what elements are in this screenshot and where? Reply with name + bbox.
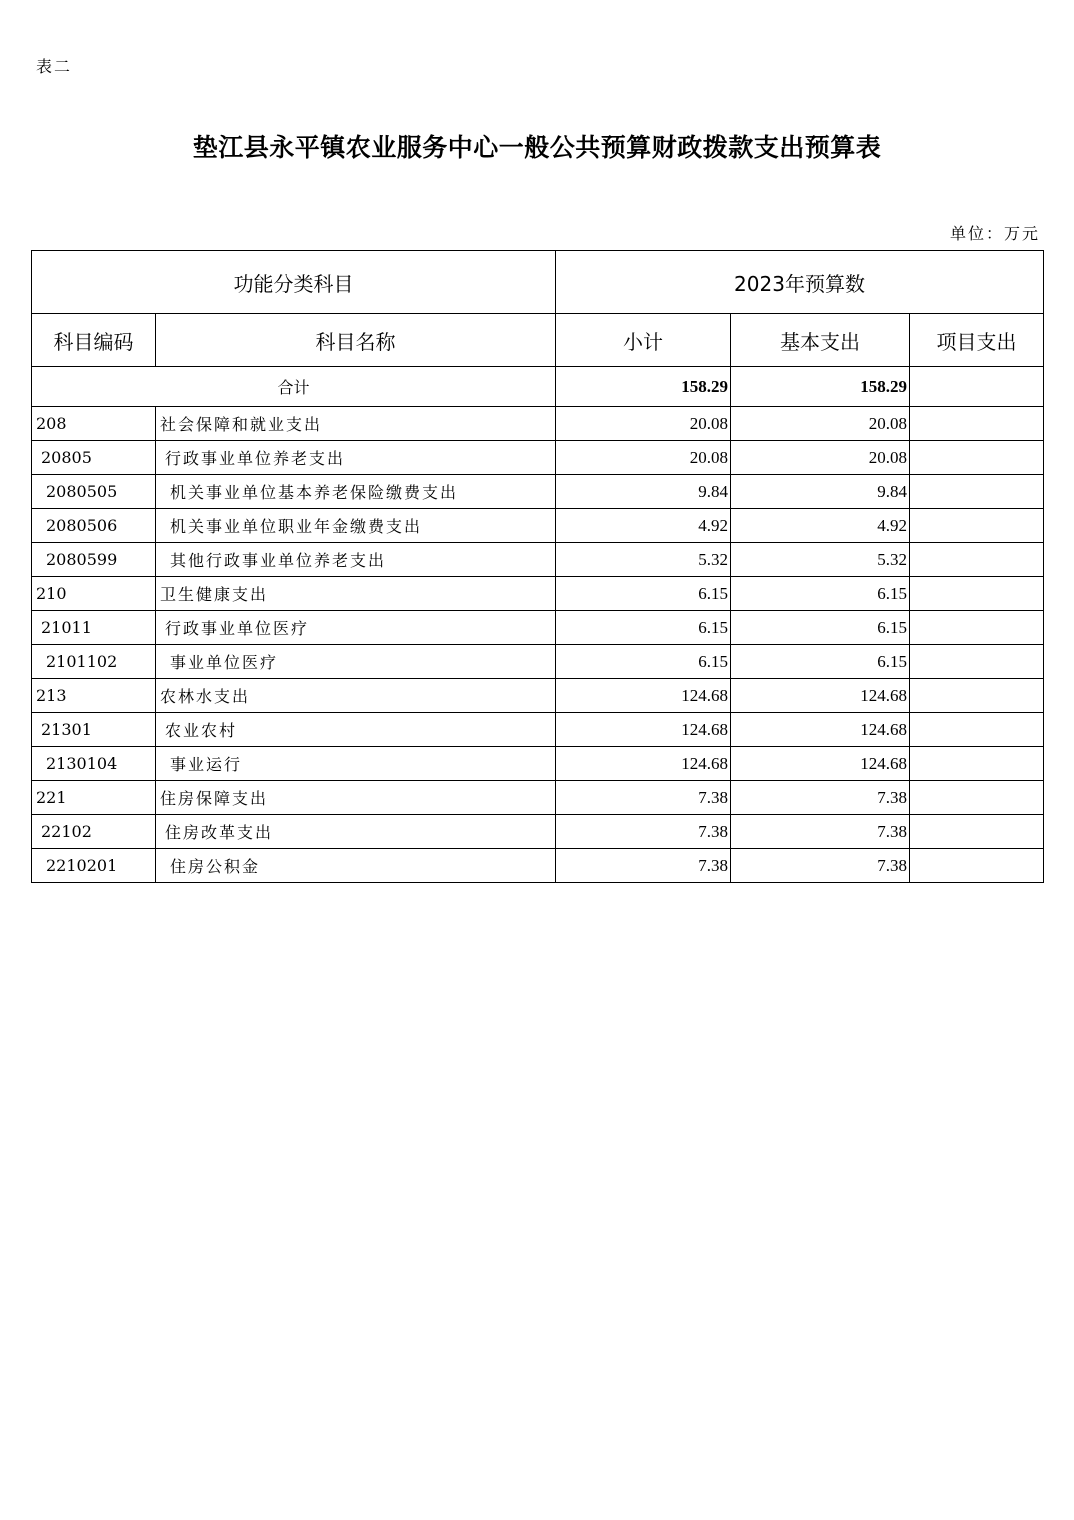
row-code: 213 [32, 679, 156, 713]
table-row [32, 407, 1044, 441]
row-project [910, 781, 1044, 815]
row-name: 事业单位医疗 [156, 645, 556, 679]
table-row [32, 475, 1044, 509]
row-name: 行政事业单位医疗 [156, 611, 556, 645]
row-name: 住房公积金 [156, 849, 556, 883]
row-basic: 124.68 [731, 679, 910, 713]
row-name: 住房改革支出 [156, 815, 556, 849]
row-subtotal: 7.38 [556, 815, 731, 849]
header-name: 科目名称 [156, 314, 556, 367]
row-code: 21011 [32, 611, 156, 645]
header-code: 科目编码 [32, 314, 156, 367]
total-basic: 158.29 [731, 367, 910, 407]
total-project [910, 367, 1044, 407]
table-row [32, 679, 1044, 713]
row-code: 21301 [32, 713, 156, 747]
table-row [32, 849, 1044, 883]
row-basic: 6.15 [731, 611, 910, 645]
total-label: 合计 [32, 367, 556, 407]
row-name: 其他行政事业单位养老支出 [156, 543, 556, 577]
header-row-2 [32, 314, 1044, 367]
row-project [910, 543, 1044, 577]
row-code: 2130104 [32, 747, 156, 781]
row-subtotal: 124.68 [556, 713, 731, 747]
row-name: 住房保障支出 [156, 781, 556, 815]
table-row [32, 781, 1044, 815]
row-code: 2080599 [32, 543, 156, 577]
row-subtotal: 6.15 [556, 645, 731, 679]
header-project: 项目支出 [910, 314, 1044, 367]
table-row [32, 509, 1044, 543]
header-budget-year: 2023年预算数 [556, 251, 1044, 314]
table-row [32, 815, 1044, 849]
table-row [32, 611, 1044, 645]
row-project [910, 475, 1044, 509]
row-basic: 5.32 [731, 543, 910, 577]
budget-table [31, 250, 1044, 883]
row-basic: 20.08 [731, 441, 910, 475]
row-subtotal: 7.38 [556, 781, 731, 815]
row-project [910, 509, 1044, 543]
row-name: 行政事业单位养老支出 [156, 441, 556, 475]
row-code: 2080505 [32, 475, 156, 509]
row-code: 221 [32, 781, 156, 815]
row-code: 20805 [32, 441, 156, 475]
row-project [910, 747, 1044, 781]
row-name: 机关事业单位基本养老保险缴费支出 [156, 475, 556, 509]
row-project [910, 679, 1044, 713]
row-name: 事业运行 [156, 747, 556, 781]
total-row [32, 367, 1044, 407]
unit-label: 单位：万元 [949, 224, 1040, 243]
row-project [910, 815, 1044, 849]
row-code: 2101102 [32, 645, 156, 679]
row-basic: 9.84 [731, 475, 910, 509]
header-category: 功能分类科目 [32, 251, 556, 314]
table-row [32, 645, 1044, 679]
row-name: 农业农村 [156, 713, 556, 747]
table-row [32, 543, 1044, 577]
table-row [32, 577, 1044, 611]
row-basic: 7.38 [731, 781, 910, 815]
row-subtotal: 6.15 [556, 611, 731, 645]
header-subtotal: 小计 [556, 314, 731, 367]
header-basic: 基本支出 [731, 314, 910, 367]
row-code: 2210201 [32, 849, 156, 883]
row-basic: 6.15 [731, 577, 910, 611]
row-basic: 4.92 [731, 509, 910, 543]
table-row [32, 747, 1044, 781]
total-subtotal: 158.29 [556, 367, 731, 407]
row-name: 社会保障和就业支出 [156, 407, 556, 441]
page-title: 垫江县永平镇农业服务中心一般公共预算财政拨款支出预算表 [192, 133, 882, 162]
row-subtotal: 6.15 [556, 577, 731, 611]
row-subtotal: 124.68 [556, 679, 731, 713]
row-subtotal: 20.08 [556, 441, 731, 475]
row-project [910, 441, 1044, 475]
table-row [32, 441, 1044, 475]
row-subtotal: 20.08 [556, 407, 731, 441]
row-code: 2080506 [32, 509, 156, 543]
row-name: 农林水支出 [156, 679, 556, 713]
row-subtotal: 9.84 [556, 475, 731, 509]
row-basic: 7.38 [731, 849, 910, 883]
table-number-label: 表二 [36, 57, 73, 76]
row-project [910, 645, 1044, 679]
row-basic: 124.68 [731, 713, 910, 747]
row-name: 机关事业单位职业年金缴费支出 [156, 509, 556, 543]
row-project [910, 611, 1044, 645]
row-subtotal: 7.38 [556, 849, 731, 883]
row-subtotal: 124.68 [556, 747, 731, 781]
row-basic: 124.68 [731, 747, 910, 781]
row-name: 卫生健康支出 [156, 577, 556, 611]
row-code: 210 [32, 577, 156, 611]
row-project [910, 577, 1044, 611]
row-project [910, 713, 1044, 747]
row-subtotal: 4.92 [556, 509, 731, 543]
row-basic: 6.15 [731, 645, 910, 679]
header-row-1 [32, 251, 1044, 314]
row-basic: 7.38 [731, 815, 910, 849]
row-code: 208 [32, 407, 156, 441]
table-row [32, 713, 1044, 747]
row-subtotal: 5.32 [556, 543, 731, 577]
row-basic: 20.08 [731, 407, 910, 441]
row-project [910, 407, 1044, 441]
row-code: 22102 [32, 815, 156, 849]
row-project [910, 849, 1044, 883]
